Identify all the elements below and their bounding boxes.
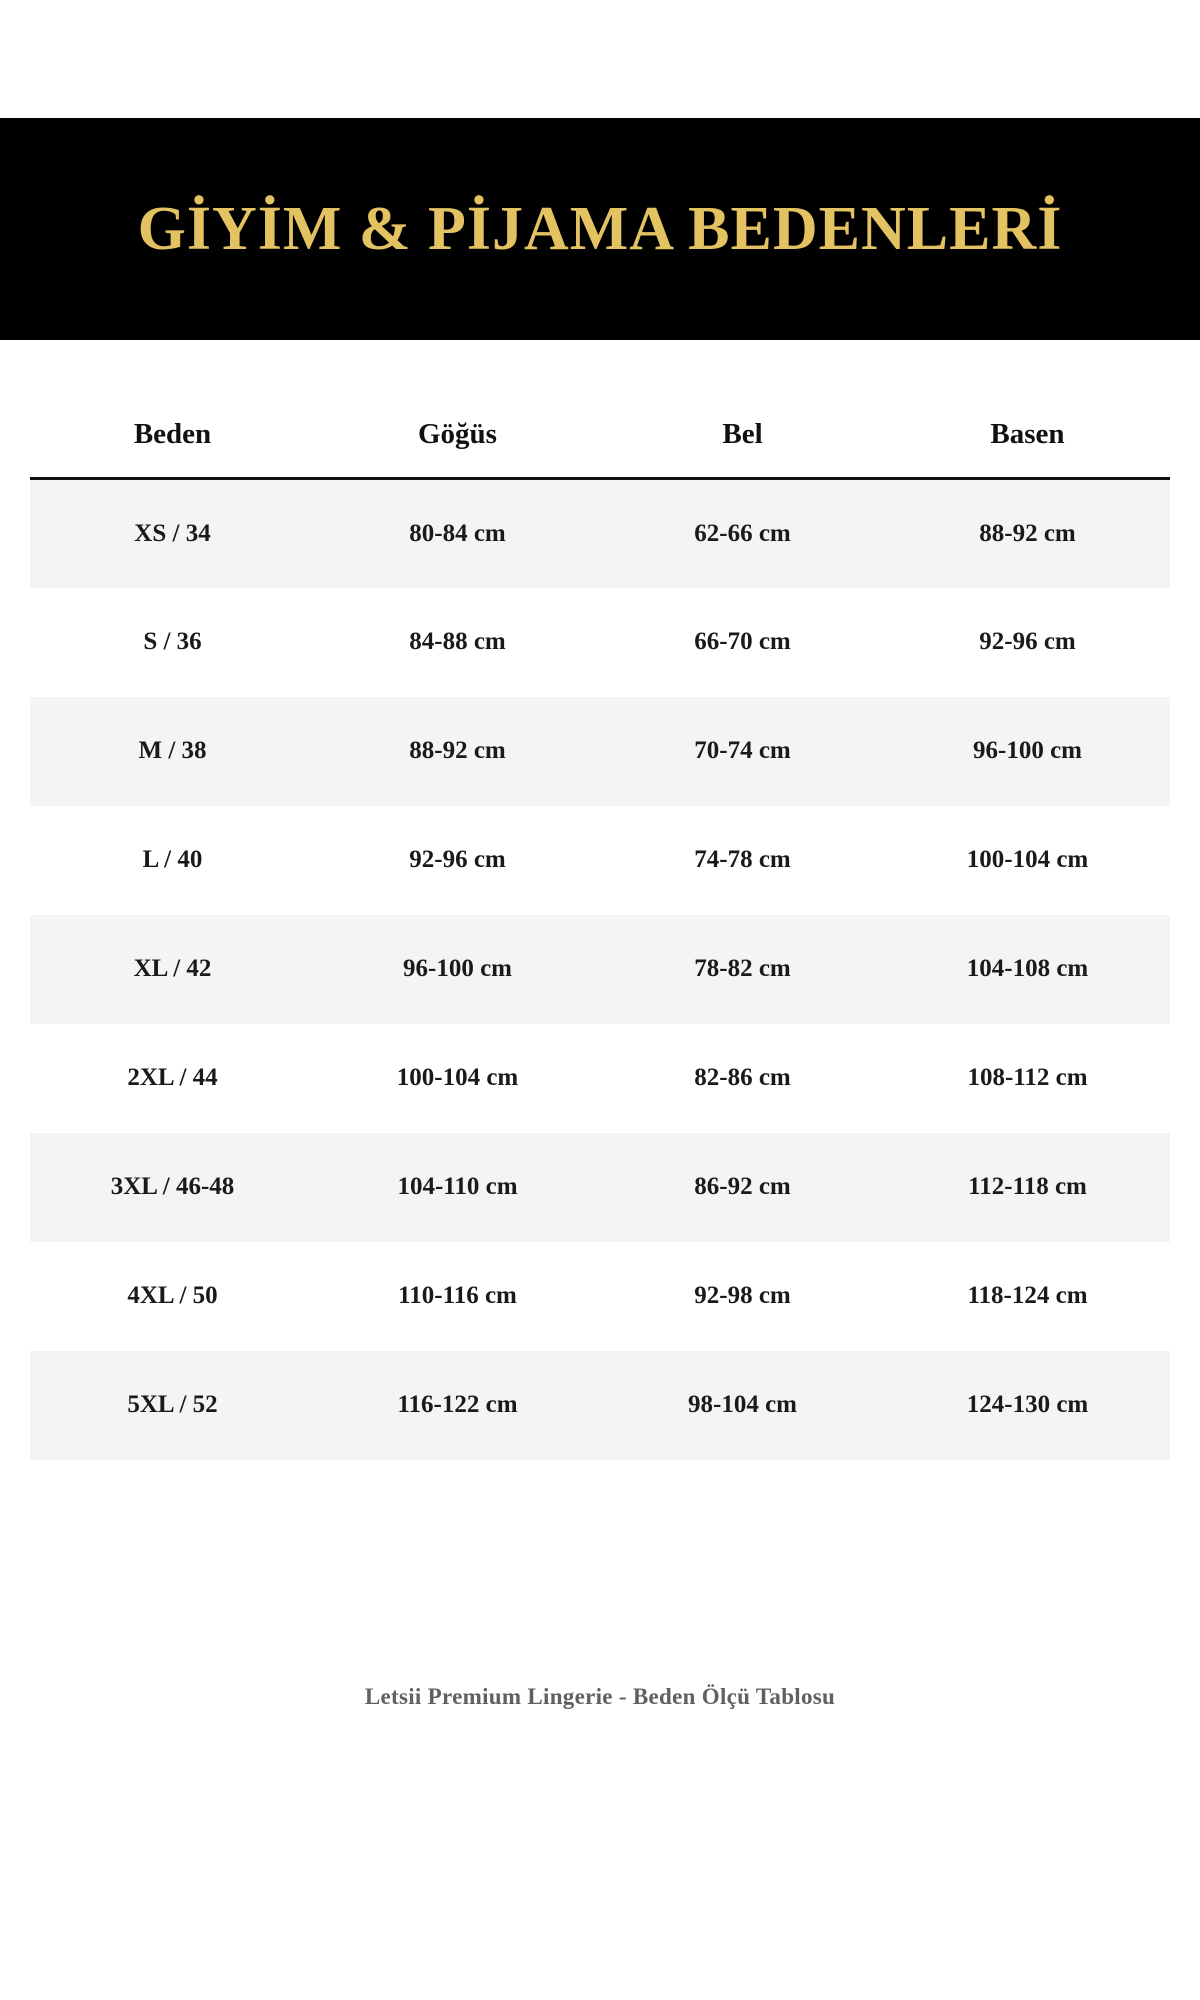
size-table (30, 418, 1170, 1460)
cell-basen: 100-104 cm (885, 806, 1170, 915)
table-header-row (30, 418, 1170, 479)
cell-beden: L / 40 (30, 806, 315, 915)
footer-note: Letsii Premium Lingerie - Beden Ölçü Tablosu (364, 1684, 836, 1709)
cell-gogus: 92-96 cm (315, 806, 600, 915)
bottom-spacer (0, 1710, 1200, 2000)
cell-gogus: 84-88 cm (315, 588, 600, 697)
cell-bel: 86-92 cm (600, 1133, 885, 1242)
cell-bel: 82-86 cm (600, 1024, 885, 1133)
page-title: GİYİM & PİJAMA BEDENLERİ (137, 194, 1063, 263)
cell-bel: 62-66 cm (600, 479, 885, 588)
cell-basen: 124-130 cm (885, 1351, 1170, 1460)
header-banner (0, 118, 1200, 340)
size-table-container (0, 418, 1200, 1460)
cell-bel: 92-98 cm (600, 1242, 885, 1351)
cell-gogus: 88-92 cm (315, 697, 600, 806)
cell-gogus: 96-100 cm (315, 915, 600, 1024)
table-row (30, 915, 1170, 1024)
cell-beden: 4XL / 50 (30, 1242, 315, 1351)
cell-beden: M / 38 (30, 697, 315, 806)
column-header-basen: Basen (885, 418, 1170, 479)
table-row (30, 1024, 1170, 1133)
column-header-beden: Beden (30, 418, 315, 479)
cell-basen: 112-118 cm (885, 1133, 1170, 1242)
cell-basen: 118-124 cm (885, 1242, 1170, 1351)
cell-gogus: 104-110 cm (315, 1133, 600, 1242)
cell-bel: 70-74 cm (600, 697, 885, 806)
cell-gogus: 100-104 cm (315, 1024, 600, 1133)
table-row (30, 1242, 1170, 1351)
cell-gogus: 116-122 cm (315, 1351, 600, 1460)
table-row (30, 588, 1170, 697)
cell-beden: S / 36 (30, 588, 315, 697)
cell-gogus: 110-116 cm (315, 1242, 600, 1351)
top-spacer (0, 0, 1200, 118)
cell-beden: 2XL / 44 (30, 1024, 315, 1133)
cell-gogus: 80-84 cm (315, 479, 600, 588)
cell-basen: 92-96 cm (885, 588, 1170, 697)
table-row (30, 697, 1170, 806)
cell-basen: 96-100 cm (885, 697, 1170, 806)
cell-basen: 88-92 cm (885, 479, 1170, 588)
cell-beden: XS / 34 (30, 479, 315, 588)
table-row (30, 1351, 1170, 1460)
table-row (30, 806, 1170, 915)
footer (0, 1684, 1200, 1710)
cell-basen: 104-108 cm (885, 915, 1170, 1024)
cell-beden: 5XL / 52 (30, 1351, 315, 1460)
column-header-bel: Bel (600, 418, 885, 479)
cell-beden: 3XL / 46-48 (30, 1133, 315, 1242)
table-row (30, 1133, 1170, 1242)
column-header-gogus: Göğüs (315, 418, 600, 479)
table-body (30, 479, 1170, 1460)
cell-beden: XL / 42 (30, 915, 315, 1024)
cell-bel: 66-70 cm (600, 588, 885, 697)
cell-bel: 98-104 cm (600, 1351, 885, 1460)
table-row (30, 479, 1170, 588)
table-header (30, 418, 1170, 479)
cell-bel: 74-78 cm (600, 806, 885, 915)
cell-basen: 108-112 cm (885, 1024, 1170, 1133)
cell-bel: 78-82 cm (600, 915, 885, 1024)
